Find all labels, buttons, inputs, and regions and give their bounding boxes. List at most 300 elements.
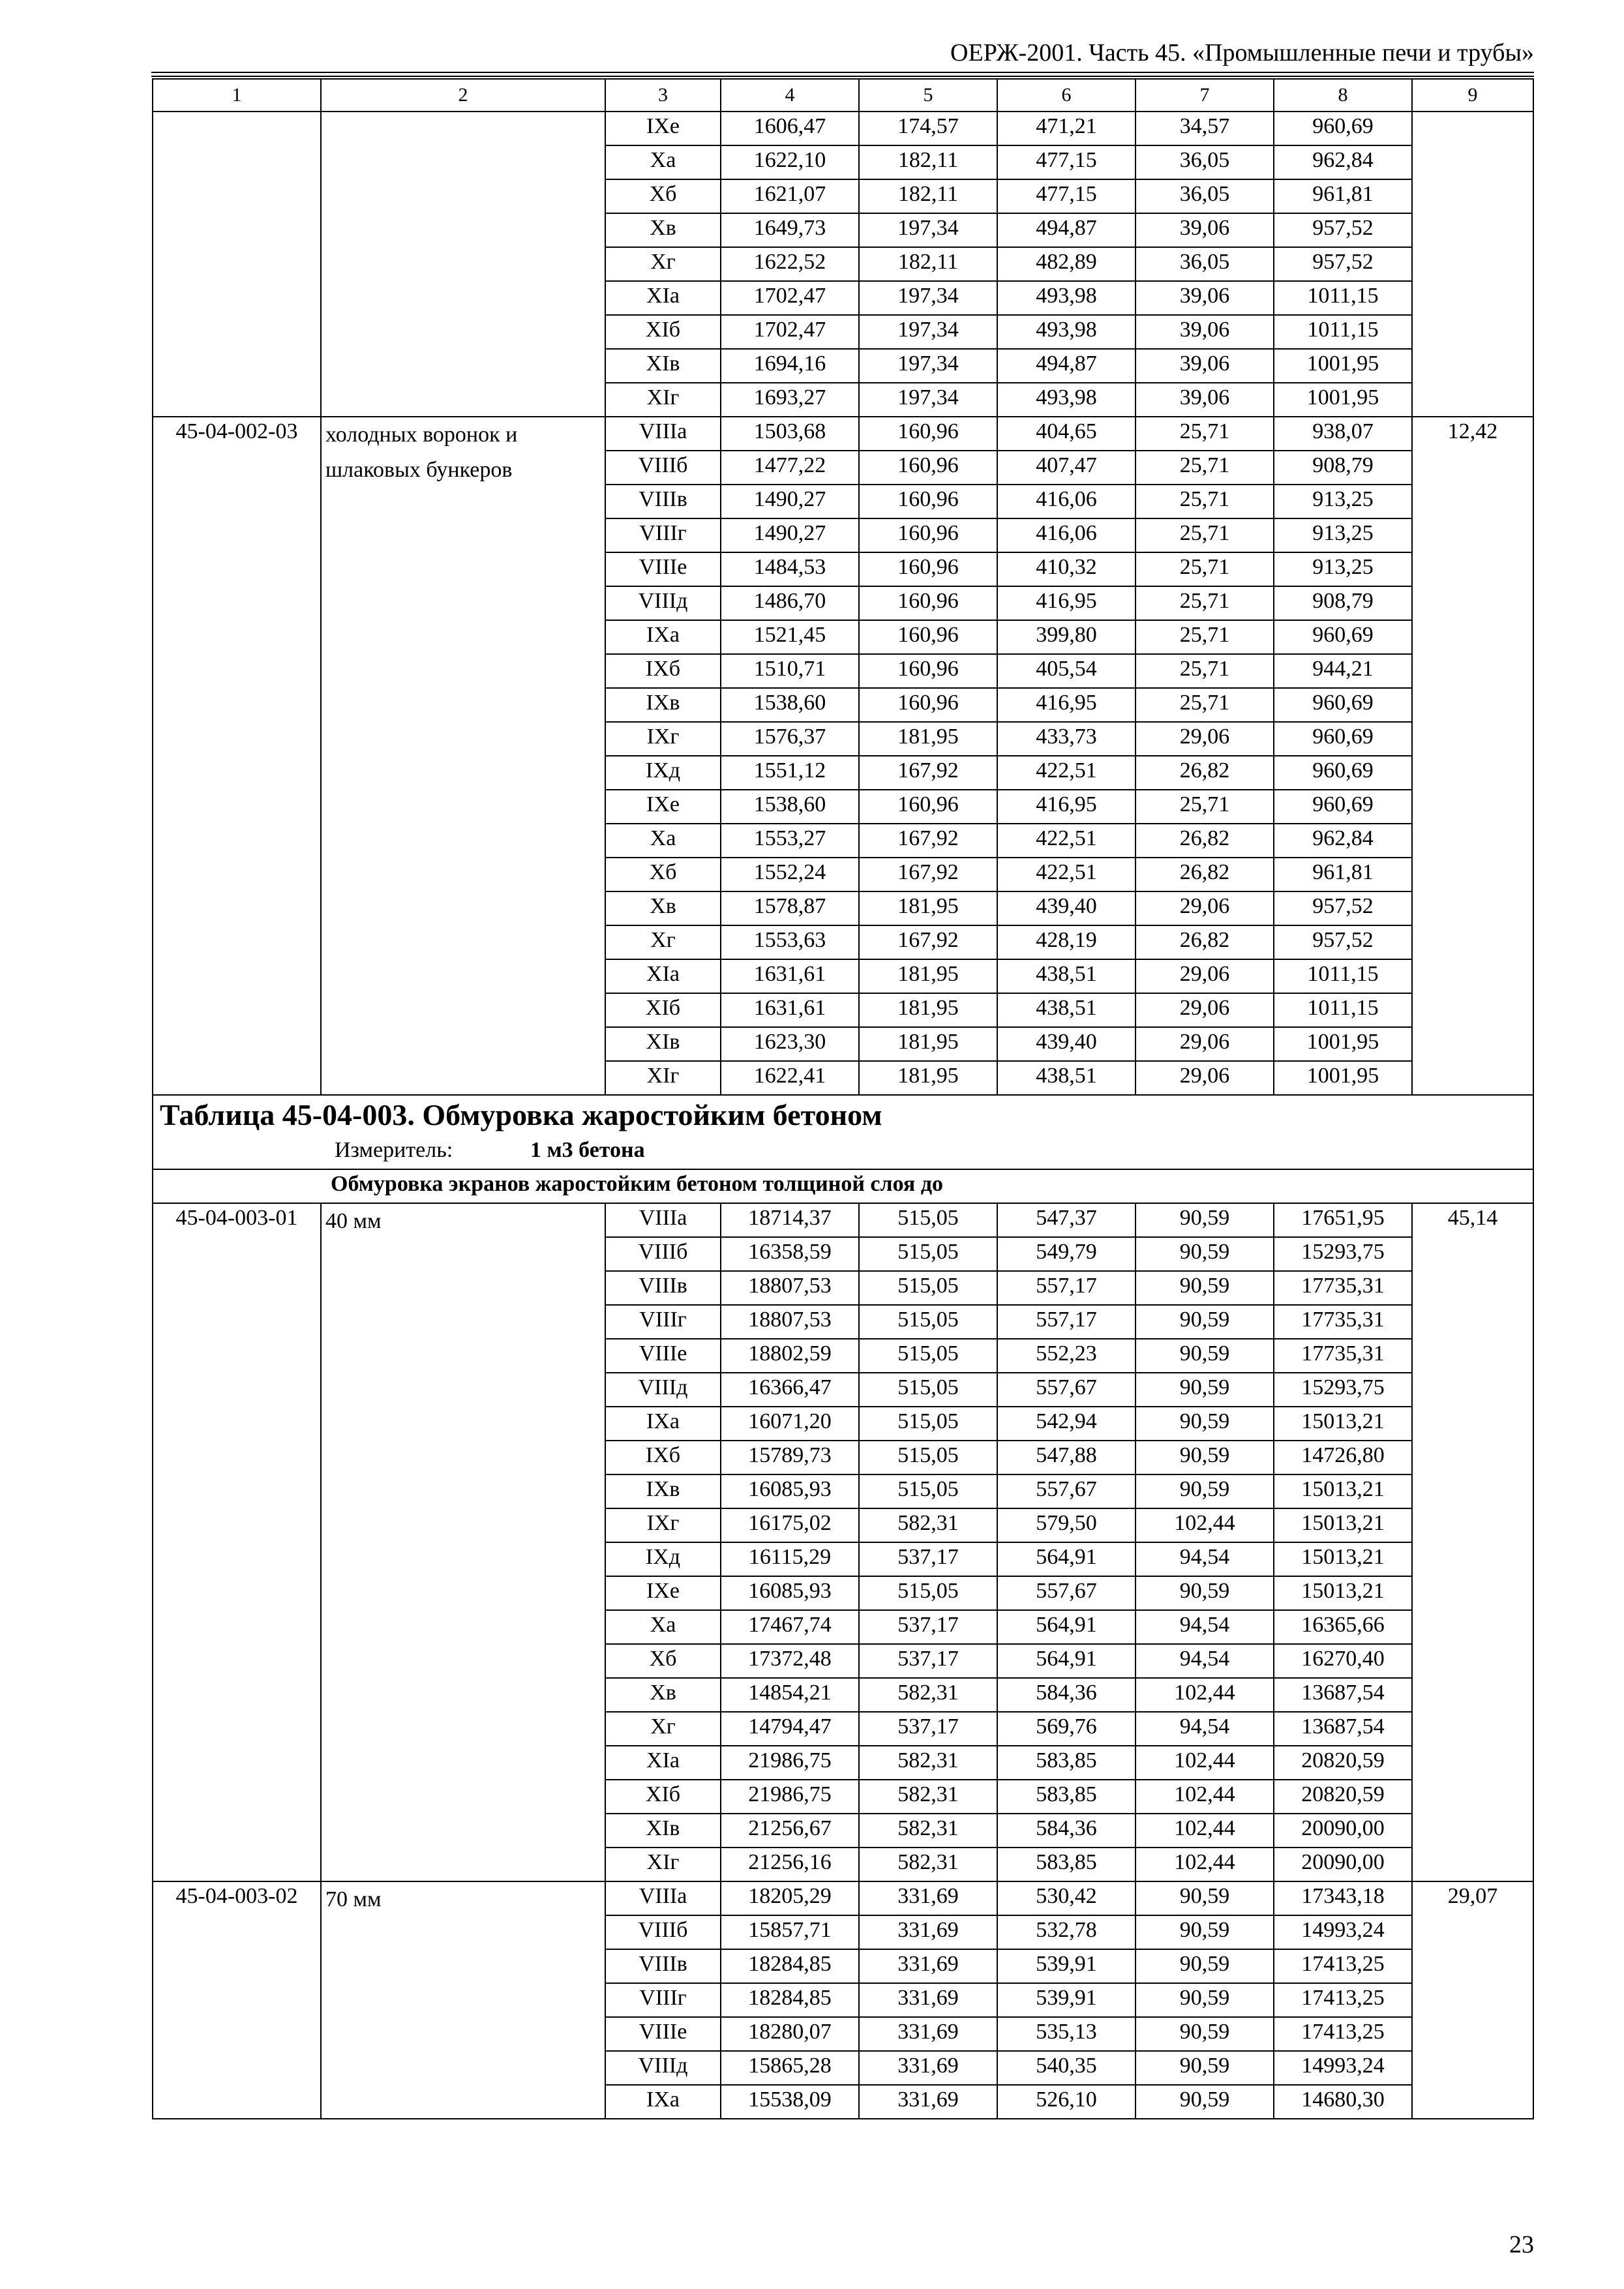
zone-code: VIIIe [605,2017,721,2051]
cost-cell: 197,34 [859,213,997,247]
zone-code: IXa [605,620,721,654]
cost-cell: 913,25 [1274,552,1412,586]
cost-cell: 1001,95 [1274,1027,1412,1061]
cost-cell: 1693,27 [721,383,859,417]
cost-cell: 938,07 [1274,417,1412,451]
cost-cell: 1553,27 [721,824,859,858]
cost-cell: 18284,85 [721,1949,859,1983]
cost-cell: 26,82 [1135,756,1274,790]
cost-cell: 542,94 [997,1407,1135,1441]
cost-cell: 160,96 [859,485,997,518]
cost-cell: 90,59 [1135,1576,1274,1610]
cost-cell: 102,44 [1135,1746,1274,1780]
cost-cell: 564,91 [997,1542,1135,1576]
zone-code: VIIIг [605,518,721,552]
cost-cell: 17735,31 [1274,1305,1412,1339]
cost-cell: 94,54 [1135,1610,1274,1644]
cost-cell: 160,96 [859,586,997,620]
cost-cell: 537,17 [859,1712,997,1746]
labor-cost: 45,14 [1412,1203,1533,1881]
cost-cell: 410,32 [997,552,1135,586]
zone-code: IXд [605,756,721,790]
cost-cell: 515,05 [859,1474,997,1508]
cost-cell: 537,17 [859,1644,997,1678]
zone-code: IXa [605,2085,721,2119]
column-number: 1 [153,79,321,112]
cost-cell: 515,05 [859,1373,997,1407]
cost-cell: 102,44 [1135,1780,1274,1814]
zone-code: Xв [605,891,721,925]
cost-cell: 181,95 [859,959,997,993]
cost-cell: 16366,47 [721,1373,859,1407]
zone-code: XIг [605,383,721,417]
cost-cell: 17651,95 [1274,1203,1412,1237]
cost-cell: 21986,75 [721,1780,859,1814]
cost-cell: 18802,59 [721,1339,859,1373]
measure-unit [153,1136,1533,1169]
cost-cell: 90,59 [1135,1373,1274,1407]
zone-code: IXг [605,1508,721,1542]
cost-cell: 439,40 [997,1027,1135,1061]
zone-code: XIв [605,349,721,383]
cost-cell: 102,44 [1135,1848,1274,1881]
cost-cell: 957,52 [1274,247,1412,281]
cost-cell: 1553,63 [721,925,859,959]
cost-cell: 582,31 [859,1746,997,1780]
cost-cell: 20090,00 [1274,1814,1412,1848]
cost-cell: 569,76 [997,1712,1135,1746]
cost-cell: 16358,59 [721,1237,859,1271]
cost-cell: 547,88 [997,1441,1135,1474]
cost-cell: 17467,74 [721,1610,859,1644]
cost-cell: 17735,31 [1274,1271,1412,1305]
cost-cell: 960,69 [1274,620,1412,654]
cost-cell: 1622,10 [721,145,859,179]
cost-cell: 16365,66 [1274,1610,1412,1644]
cost-cell: 90,59 [1135,2017,1274,2051]
cost-cell: 1702,47 [721,315,859,349]
cost-cell: 36,05 [1135,145,1274,179]
cost-cell: 15013,21 [1274,1542,1412,1576]
cost-cell: 960,69 [1274,756,1412,790]
cost-cell: 582,31 [859,1848,997,1881]
zone-code: XIб [605,315,721,349]
cost-cell: 167,92 [859,756,997,790]
cost-cell: 102,44 [1135,1508,1274,1542]
zone-code: VIIIб [605,1915,721,1949]
cost-cell: 416,95 [997,790,1135,824]
cost-cell: 582,31 [859,1678,997,1712]
cost-cell: 15013,21 [1274,1576,1412,1610]
cost-cell: 416,95 [997,586,1135,620]
cost-cell: 582,31 [859,1814,997,1848]
column-number: 3 [605,79,721,112]
cost-cell: 90,59 [1135,2051,1274,2085]
cost-cell: 90,59 [1135,1441,1274,1474]
cost-cell: 584,36 [997,1678,1135,1712]
cost-cell: 957,52 [1274,891,1412,925]
cost-cell: 14680,30 [1274,2085,1412,2119]
cost-cell: 36,05 [1135,247,1274,281]
cost-cell: 1606,47 [721,112,859,145]
cost-cell: 540,35 [997,2051,1135,2085]
zone-code: IXд [605,1542,721,1576]
unit-label: Измеритель: [335,1138,453,1162]
zone-code: VIIIe [605,1339,721,1373]
cost-cell: 14993,24 [1274,1915,1412,1949]
cost-cell: 439,40 [997,891,1135,925]
cost-cell: 17413,25 [1274,1949,1412,1983]
cost-cell: 197,34 [859,383,997,417]
cost-cell: 416,06 [997,518,1135,552]
cost-cell: 1490,27 [721,518,859,552]
cost-cell: 557,67 [997,1373,1135,1407]
cost-cell: 90,59 [1135,1983,1274,2017]
zone-code: IXe [605,1576,721,1610]
cost-cell: 1623,30 [721,1027,859,1061]
cost-cell: 197,34 [859,315,997,349]
cost-cell: 21256,16 [721,1848,859,1881]
zone-code: XIв [605,1027,721,1061]
cost-cell: 160,96 [859,552,997,586]
zone-code: XIг [605,1848,721,1881]
page-number: 23 [1509,2231,1534,2258]
rate-code: 45-04-003-02 [153,1881,321,2119]
zone-code: VIIIд [605,586,721,620]
cost-cell: 1477,22 [721,451,859,485]
cost-cell: 29,06 [1135,959,1274,993]
zone-code: Xг [605,925,721,959]
zone-code: Xв [605,213,721,247]
rate-code: 45-04-002-03 [153,417,321,1095]
zone-code: Xг [605,1712,721,1746]
cost-cell: 17735,31 [1274,1339,1412,1373]
cost-cell: 549,79 [997,1237,1135,1271]
cost-cell: 482,89 [997,247,1135,281]
cost-cell: 438,51 [997,993,1135,1027]
zone-code: XIв [605,1814,721,1848]
cost-cell: 532,78 [997,1915,1135,1949]
cost-cell: 17372,48 [721,1644,859,1678]
header-rule-double [151,76,1534,77]
cost-cell: 331,69 [859,1915,997,1949]
cost-cell: 331,69 [859,2051,997,2085]
cost-cell: 197,34 [859,349,997,383]
cost-cell: 29,06 [1135,1027,1274,1061]
cost-cell: 17413,25 [1274,2017,1412,2051]
work-name [321,112,605,417]
cost-cell: 515,05 [859,1441,997,1474]
table-row [153,1881,1533,1915]
rate-code [153,112,321,417]
zone-code: XIa [605,281,721,315]
cost-cell: 14854,21 [721,1678,859,1712]
cost-cell: 29,06 [1135,1061,1274,1095]
cost-cell: 25,71 [1135,790,1274,824]
cost-cell: 1622,41 [721,1061,859,1095]
cost-cell: 331,69 [859,1949,997,1983]
cost-cell: 181,95 [859,891,997,925]
cost-cell: 160,96 [859,620,997,654]
cost-cell: 25,71 [1135,451,1274,485]
cost-cell: 90,59 [1135,1271,1274,1305]
cost-cell: 515,05 [859,1339,997,1373]
cost-cell: 960,69 [1274,688,1412,722]
cost-cell: 26,82 [1135,925,1274,959]
cost-cell: 960,69 [1274,722,1412,756]
cost-cell: 39,06 [1135,315,1274,349]
cost-cell: 16115,29 [721,1542,859,1576]
cost-cell: 1486,70 [721,586,859,620]
cost-cell: 557,67 [997,1474,1135,1508]
cost-cell: 582,31 [859,1780,997,1814]
table-row [153,417,1533,451]
zone-code: Xв [605,1678,721,1712]
cost-cell: 90,59 [1135,1915,1274,1949]
cost-cell: 913,25 [1274,518,1412,552]
cost-cell: 547,37 [997,1203,1135,1237]
cost-cell: 1552,24 [721,858,859,891]
zone-code: XIб [605,993,721,1027]
cost-cell: 94,54 [1135,1542,1274,1576]
zone-code: Xг [605,247,721,281]
cost-cell: 90,59 [1135,1949,1274,1983]
cost-cell: 15538,09 [721,2085,859,2119]
cost-cell: 515,05 [859,1271,997,1305]
unit-row [153,1136,1533,1169]
cost-cell: 539,91 [997,1983,1135,2017]
cost-cell: 14993,24 [1274,2051,1412,2085]
cost-cell: 1503,68 [721,417,859,451]
cost-cell: 39,06 [1135,281,1274,315]
cost-cell: 14726,80 [1274,1441,1412,1474]
zone-code: VIIIa [605,417,721,451]
cost-cell: 15013,21 [1274,1508,1412,1542]
cost-cell: 331,69 [859,1983,997,2017]
cost-cell: 433,73 [997,722,1135,756]
section-title-row [153,1095,1533,1136]
cost-cell: 908,79 [1274,586,1412,620]
cost-cell: 20090,00 [1274,1848,1412,1881]
table-body [153,79,1533,2119]
work-name: 40 мм [321,1203,605,1881]
cost-cell: 29,06 [1135,891,1274,925]
zone-code: VIIIe [605,552,721,586]
cost-cell: 25,71 [1135,417,1274,451]
zone-code: VIIIa [605,1881,721,1915]
cost-cell: 39,06 [1135,349,1274,383]
cost-cell: 25,71 [1135,654,1274,688]
cost-cell: 582,31 [859,1508,997,1542]
zone-code: VIIIб [605,1237,721,1271]
cost-cell: 15013,21 [1274,1474,1412,1508]
cost-cell: 407,47 [997,451,1135,485]
cost-cell: 15293,75 [1274,1237,1412,1271]
cost-cell: 583,85 [997,1746,1135,1780]
cost-cell: 16071,20 [721,1407,859,1441]
column-number: 9 [1412,79,1533,112]
labor-cost: 12,42 [1412,417,1533,1095]
cost-cell: 15857,71 [721,1915,859,1949]
cost-cell: 17343,18 [1274,1881,1412,1915]
cost-cell: 416,06 [997,485,1135,518]
cost-cell: 564,91 [997,1610,1135,1644]
cost-cell: 422,51 [997,824,1135,858]
cost-cell: 1510,71 [721,654,859,688]
zone-code: IXe [605,790,721,824]
cost-cell: 471,21 [997,112,1135,145]
cost-cell: 535,13 [997,2017,1135,2051]
zone-code: Xб [605,179,721,213]
table-row [153,112,1533,145]
zone-code: Xa [605,824,721,858]
labor-cost: 29,07 [1412,1881,1533,2119]
zone-code: IXв [605,688,721,722]
column-number-row [153,79,1533,112]
cost-cell: 962,84 [1274,145,1412,179]
cost-cell: 1011,15 [1274,315,1412,349]
subsection-title: Обмуровка экранов жаростойким бетоном толщиной слоя до [153,1169,1533,1203]
cost-cell: 530,42 [997,1881,1135,1915]
cost-cell: 422,51 [997,756,1135,790]
cost-cell: 493,98 [997,281,1135,315]
cost-cell: 944,21 [1274,654,1412,688]
cost-cell: 90,59 [1135,1237,1274,1271]
cost-cell: 15865,28 [721,2051,859,2085]
cost-cell: 1578,87 [721,891,859,925]
cost-cell: 1490,27 [721,485,859,518]
cost-cell: 25,71 [1135,586,1274,620]
cost-cell: 1538,60 [721,790,859,824]
cost-cell: 961,81 [1274,858,1412,891]
cost-cell: 957,52 [1274,925,1412,959]
cost-cell: 1538,60 [721,688,859,722]
cost-cell: 90,59 [1135,2085,1274,2119]
cost-cell: 416,95 [997,688,1135,722]
unit-value: 1 м3 бетона [530,1138,645,1162]
cost-cell: 174,57 [859,112,997,145]
cost-cell: 1521,45 [721,620,859,654]
cost-cell: 422,51 [997,858,1135,891]
cost-cell: 167,92 [859,824,997,858]
zone-code: Xб [605,1644,721,1678]
cost-cell: 18205,29 [721,1881,859,1915]
cost-cell: 181,95 [859,1027,997,1061]
cost-cell: 14794,47 [721,1712,859,1746]
cost-cell: 399,80 [997,620,1135,654]
cost-cell: 1702,47 [721,281,859,315]
cost-cell: 94,54 [1135,1712,1274,1746]
zone-code: Xб [605,858,721,891]
cost-cell: 1631,61 [721,993,859,1027]
cost-cell: 20820,59 [1274,1746,1412,1780]
cost-cell: 182,11 [859,179,997,213]
cost-cell: 515,05 [859,1237,997,1271]
zone-code: VIIIa [605,1203,721,1237]
cost-cell: 25,71 [1135,552,1274,586]
cost-cell: 39,06 [1135,213,1274,247]
cost-cell: 557,17 [997,1271,1135,1305]
cost-cell: 160,96 [859,417,997,451]
column-number: 6 [997,79,1135,112]
running-header: ОЕРЖ-2001. Часть 45. «Промышленные печи и трубы» [950,39,1534,67]
section-title: Таблица 45-04-003. Обмуровка жаростойким бетоном [153,1095,1533,1136]
cost-cell: 557,67 [997,1576,1135,1610]
zone-code: IXe [605,112,721,145]
cost-cell: 1622,52 [721,247,859,281]
zone-code: VIIIд [605,2051,721,2085]
cost-cell: 962,84 [1274,824,1412,858]
cost-cell: 160,96 [859,518,997,552]
column-number: 4 [721,79,859,112]
column-number: 8 [1274,79,1412,112]
zone-code: XIг [605,1061,721,1095]
cost-cell: 1011,15 [1274,993,1412,1027]
zone-code: VIIIв [605,485,721,518]
cost-cell: 552,23 [997,1339,1135,1373]
cost-cell: 21256,67 [721,1814,859,1848]
cost-cell: 1649,73 [721,213,859,247]
column-number: 2 [321,79,605,112]
cost-cell: 90,59 [1135,1881,1274,1915]
rate-code: 45-04-003-01 [153,1203,321,1881]
rates-table [152,78,1534,2119]
cost-cell: 1551,12 [721,756,859,790]
cost-cell: 1576,37 [721,722,859,756]
cost-cell: 515,05 [859,1576,997,1610]
cost-cell: 25,71 [1135,518,1274,552]
zone-code: XIб [605,1780,721,1814]
cost-cell: 26,82 [1135,824,1274,858]
cost-cell: 494,87 [997,213,1135,247]
cost-cell: 908,79 [1274,451,1412,485]
cost-cell: 181,95 [859,722,997,756]
cost-cell: 90,59 [1135,1203,1274,1237]
cost-cell: 1011,15 [1274,959,1412,993]
zone-code: XIa [605,959,721,993]
cost-cell: 18807,53 [721,1271,859,1305]
zone-code: IXв [605,1474,721,1508]
cost-cell: 90,59 [1135,1407,1274,1441]
cost-cell: 913,25 [1274,485,1412,518]
cost-cell: 25,71 [1135,688,1274,722]
cost-cell: 584,36 [997,1814,1135,1848]
zone-code: IXг [605,722,721,756]
cost-cell: 16085,93 [721,1576,859,1610]
cost-cell: 17413,25 [1274,1983,1412,2017]
cost-cell: 477,15 [997,145,1135,179]
cost-cell: 182,11 [859,145,997,179]
cost-cell: 526,10 [997,2085,1135,2119]
cost-cell: 160,96 [859,654,997,688]
cost-cell: 160,96 [859,688,997,722]
work-name: 70 мм [321,1881,605,2119]
cost-cell: 25,71 [1135,485,1274,518]
cost-cell: 29,06 [1135,993,1274,1027]
cost-cell: 515,05 [859,1203,997,1237]
cost-cell: 579,50 [997,1508,1135,1542]
column-number: 5 [859,79,997,112]
cost-cell: 438,51 [997,959,1135,993]
cost-cell: 15293,75 [1274,1373,1412,1407]
zone-code: IXб [605,1441,721,1474]
cost-cell: 29,06 [1135,722,1274,756]
cost-cell: 428,19 [997,925,1135,959]
cost-cell: 1631,61 [721,959,859,993]
cost-cell: 16085,93 [721,1474,859,1508]
cost-cell: 961,81 [1274,179,1412,213]
column-number: 7 [1135,79,1274,112]
